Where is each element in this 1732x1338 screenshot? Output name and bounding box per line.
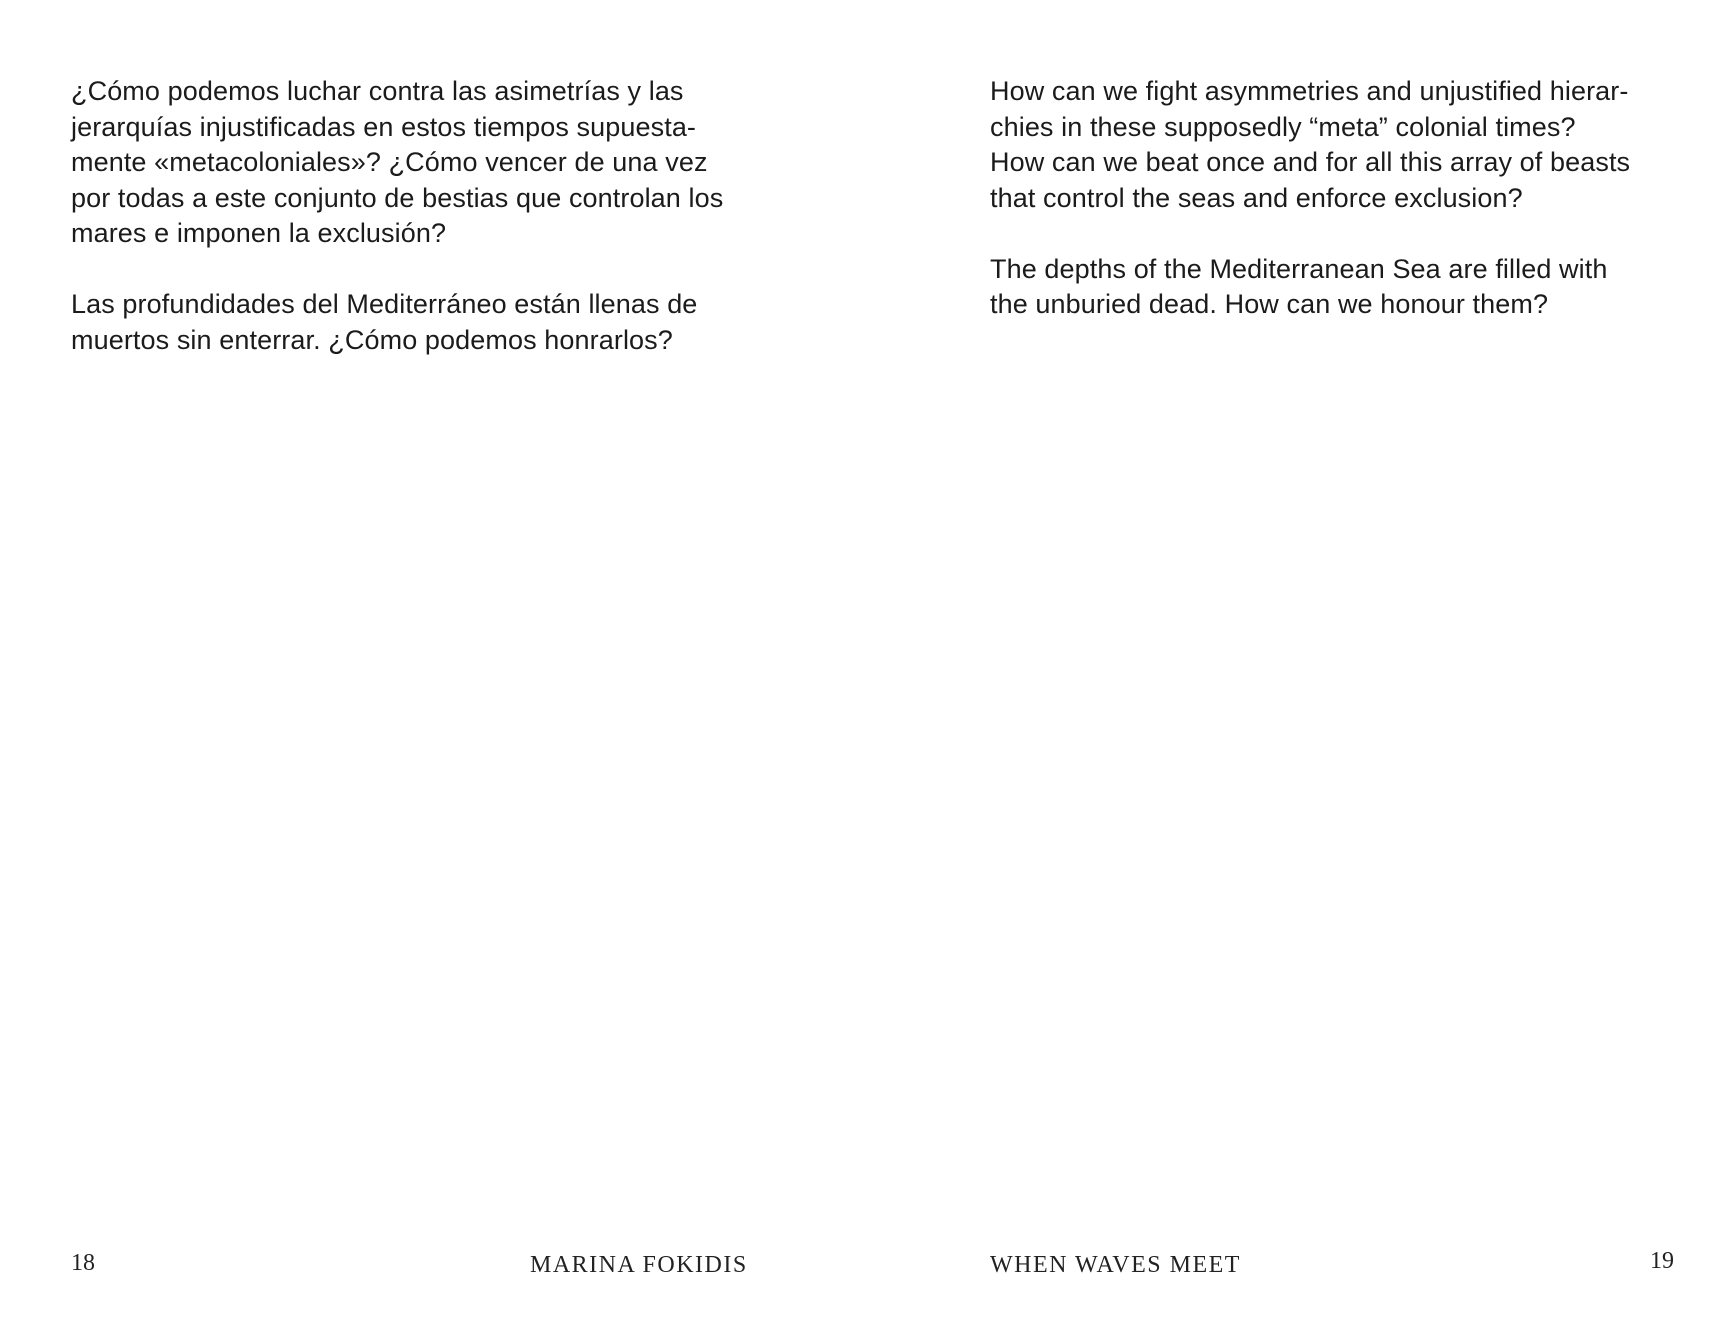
right-page-number: 19 <box>1650 1248 1674 1274</box>
right-running-head: WHEN WAVES MEET <box>990 1252 1241 1278</box>
right-paragraph-1: How can we fight asymmetries and unjustified hierar- chies in these supposedly “meta” colonial times? How can we beat once and for all this array of beasts that control the seas and enforce exclusion? <box>990 76 1631 213</box>
left-body-text <box>71 74 771 394</box>
left-page-number: 18 <box>71 1250 95 1276</box>
right-page <box>866 0 1732 1338</box>
right-body-text <box>990 74 1690 358</box>
right-paragraph-2: The depths of the Mediterranean Sea are filled with the unburied dead. How can we honour them? <box>990 253 1608 319</box>
left-running-head: MARINA FOKIDIS <box>530 1252 748 1278</box>
left-paragraph-1: ¿Cómo podemos luchar contra las asimetrías y las jerarquías injustificadas en estos tiempos supuesta- mente «metacoloniales»? ¿Cómo vencer de una vez por todas a este conjunto de bestias que controlan los mares e imponen la exclusión? <box>71 76 724 248</box>
left-paragraph-2: Las profundidades del Mediterráneo están llenas de muertos sin enterrar. ¿Cómo podemos honrarlos? <box>71 289 698 355</box>
